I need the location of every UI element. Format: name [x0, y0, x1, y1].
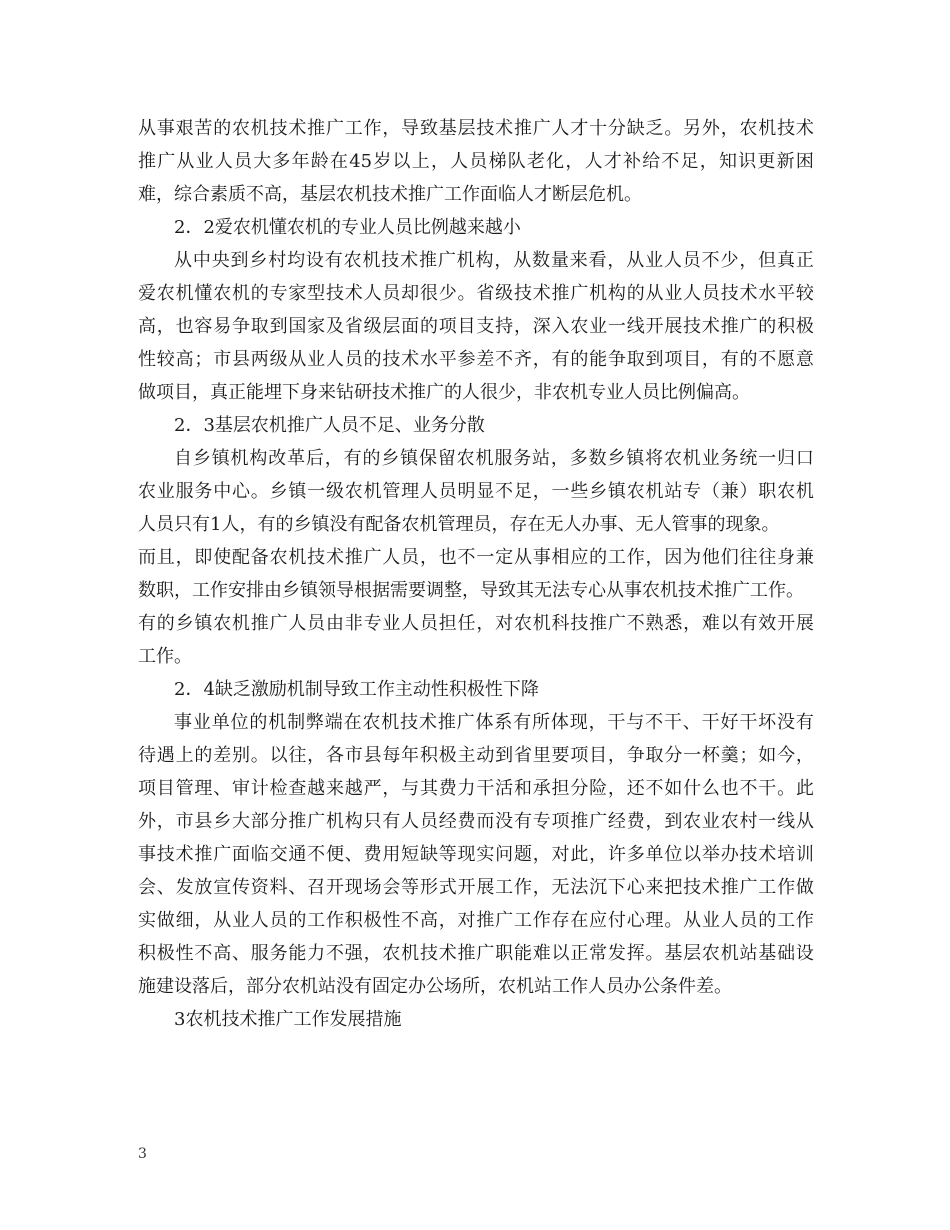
text-line: 而 且 ， 即 使 配 备 农 机 技 术 推 广 人 员 ， 也 不 一 定 从 事 相 应 的 工 作 ， 因 为 他 们 往 往 身 兼 — [138, 547, 814, 568]
text-line: 高 ， 也 容 易 争 取 到 国 家 及 省 级 层 面 的 项 目 支 持 ， 深 入 农 业 一 线 开 展 技 术 推 广 的 积 极 — [138, 316, 814, 337]
text-line: 难，综合素质不高，基层农机技术推广工作面临人才断层危机。 — [138, 184, 642, 205]
text-line: 爱 农 机 懂 农 机 的 专 家 型 技 术 人 员 却 很 少 。 省 级 技 术 推 广 机 构 的 从 业 人 员 技 术 水 平 较 — [138, 283, 814, 304]
text-line: 待 遇 上 的 差 别 。 以 往 ， 各 市 县 每 年 积 极 主 动 到 省 里 要 项 目 ， 争 取 分 一 杯 羹 ； 如 今 ， — [138, 745, 814, 766]
text-line: 数职，工作安排由乡镇领导根据需要调整，导致其无法专心从事农机技术推广工作。 — [138, 580, 804, 601]
text-line: 2．2爱农机懂农机的专业人员比例越来越小 — [174, 217, 521, 238]
text-line: 推 广 从 业 人 员 大 多 年 龄 在 45 岁 以 上 ， 人 员 梯 队 老 化 ， 人 才 补 给 不 足 ， 知 识 更 新 困 — [138, 151, 814, 172]
text-line: 人员只有1人，有的乡镇没有配备农机管理员，存在无人办事、无人管事的现象。 — [138, 514, 780, 535]
text-line: 会 、 发 放 宣 传 资 料 、 召 开 现 场 会 等 形 式 开 展 工 作 ， 无 法 沉 下 心 来 把 技 术 推 广 工 作 做 — [138, 877, 814, 898]
text-line: 2．3基层农机推广人员不足、业务分散 — [174, 415, 485, 436]
text-line: 自 乡 镇 机 构 改 革 后 ， 有 的 乡 镇 保 留 农 机 服 务 站 ， 多 数 乡 镇 将 农 机 业 务 统 一 归 口 — [174, 448, 814, 469]
text-line: 做项目，真正能埋下身来钻研技术推广的人很少，非农机专业人员比例偏高。 — [138, 382, 750, 403]
text-line: 事 技 术 推 广 面 临 交 通 不 便 、 费 用 短 缺 等 现 实 问 题 ， 对 此 ， 许 多 单 位 以 举 办 技 术 培 训 — [138, 844, 814, 865]
text-line: 实 做 细 ， 从 业 人 员 的 工 作 积 极 性 不 高 ， 对 推 广 工 作 存 在 应 付 心 理 。 从 业 人 员 的 工 作 — [138, 910, 814, 931]
text-line: 从 事 艰 苦 的 农 机 技 术 推 广 工 作 ， 导 致 基 层 技 术 推 广 人 才 十 分 缺 乏 。 另 外 ， 农 机 技 术 — [138, 118, 814, 139]
text-line: 性 较 高 ； 市 县 两 级 从 业 人 员 的 技 术 水 平 参 差 不 齐 ， 有 的 能 争 取 到 项 目 ， 有 的 不 愿 意 — [138, 349, 814, 370]
text-line: 施建设落后，部分农机站没有固定办公场所，农机站工作人员办公条件差。 — [138, 976, 732, 997]
text-line: 有 的 乡 镇 农 机 推 广 人 员 由 非 专 业 人 员 担 任 ， 对 农 机 科 技 推 广 不 熟 悉 ， 难 以 有 效 开 展 — [138, 613, 814, 634]
text-line: 项 目 管 理 、 审 计 检 查 越 来 越 严 ， 与 其 费 力 干 活 和 承 担 分 险 ， 还 不 如 什 么 也 不 干 。 此 — [138, 778, 814, 799]
text-line: 从 中 央 到 乡 村 均 设 有 农 机 技 术 推 广 机 构 ， 从 数 量 来 看 ， 从 业 人 员 不 少 ， 但 真 正 — [174, 250, 814, 271]
text-line: 外 ， 市 县 乡 大 部 分 推 广 机 构 只 有 人 员 经 费 而 没 有 专 项 推 广 经 费 ， 到 农 业 农 村 一 线 从 — [138, 811, 814, 832]
page-number: 3 — [138, 1146, 147, 1162]
text-line: 农 业 服 务 中 心 。 乡 镇 一 级 农 机 管 理 人 员 明 显 不 足 ， 一 些 乡 镇 农 机 站 专 （ 兼 ） 职 农 机 — [138, 481, 814, 502]
text-line: 事 业 单 位 的 机 制 弊 端 在 农 机 技 术 推 广 体 系 有 所 体 现 ， 干 与 不 干 、 干 好 干 坏 没 有 — [174, 712, 814, 733]
text-line: 2．4缺乏激励机制导致工作主动性积极性下降 — [174, 679, 539, 700]
text-line: 工作。 — [138, 646, 192, 667]
text-line: 积 极 性 不 高 、 服 务 能 力 不 强 ， 农 机 技 术 推 广 职 能 难 以 正 常 发 挥 。 基 层 农 机 站 基 础 设 — [138, 943, 814, 964]
document-body — [138, 112, 814, 1036]
text-line: 3农机技术推广工作发展措施 — [174, 1009, 402, 1030]
